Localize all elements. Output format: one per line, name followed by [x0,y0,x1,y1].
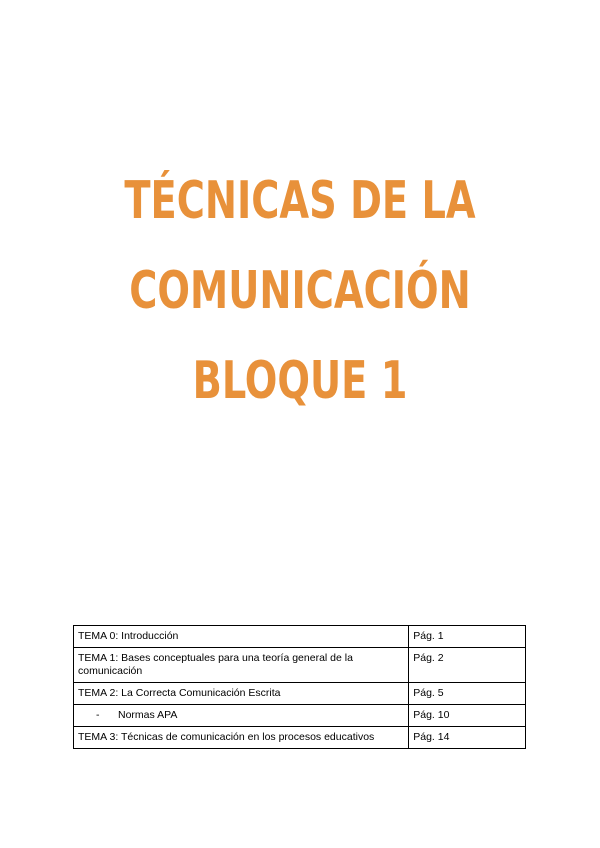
toc-subtopic-label: Normas APA [118,709,178,721]
toc-subtopic-cell [74,705,409,727]
toc-row [74,648,526,683]
toc-row [74,705,526,727]
toc-topic: TEMA 2: La Correcta Comunicación Escrita [74,683,409,705]
toc-subtopic [78,709,404,722]
title-line-2: COMUNICACIÓN [129,261,471,321]
toc-row [74,683,526,705]
toc-row [74,727,526,749]
toc-page: Pág. 1 [409,626,526,648]
toc-page: Pág. 2 [409,648,526,683]
title-line-3: BLOQUE 1 [192,351,408,411]
toc-topic: TEMA 1: Bases conceptuales para una teoría general de la comunicación [74,648,409,683]
toc-page: Pág. 10 [409,705,526,727]
list-bullet: - [96,709,100,721]
toc-page: Pág. 14 [409,727,526,749]
document-title [0,156,600,426]
toc-row [74,626,526,648]
title-line-1: TÉCNICAS DE LA [124,171,476,231]
toc-topic: TEMA 3: Técnicas de comunicación en los procesos educativos [74,727,409,749]
table-of-contents [73,625,526,749]
toc-topic: TEMA 0: Introducción [74,626,409,648]
toc-page: Pág. 5 [409,683,526,705]
